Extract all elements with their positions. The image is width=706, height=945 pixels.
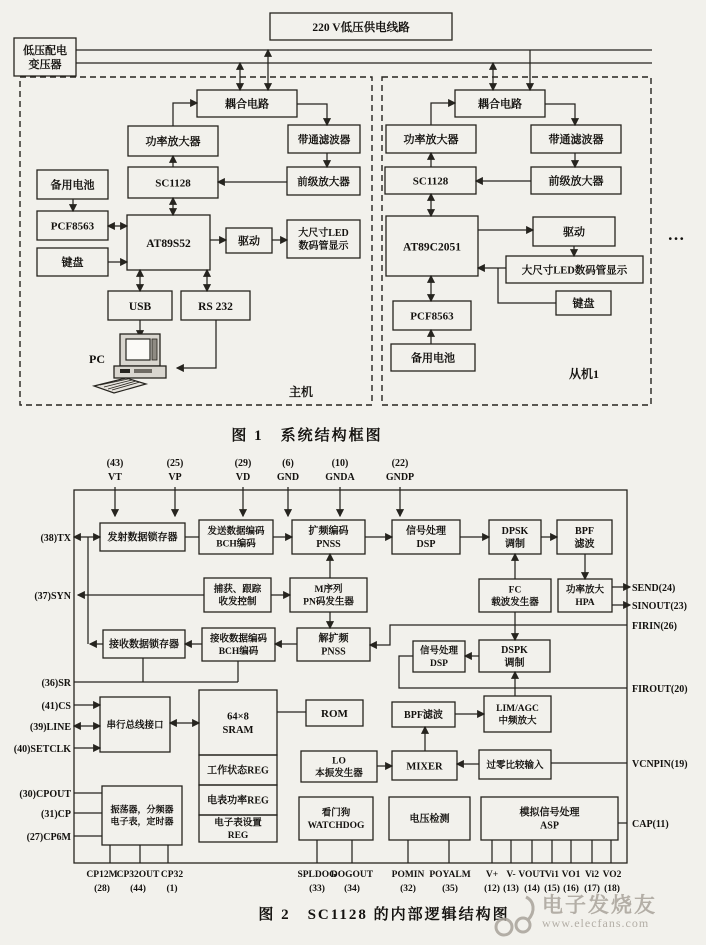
bpf-rx-box-label: BPF滤波 bbox=[404, 710, 443, 721]
pin-cs: (41)CS bbox=[41, 701, 71, 712]
meter-power-reg-box-label: 电表功率REG bbox=[207, 795, 269, 807]
sc1128-host-box-label: SC1128 bbox=[155, 177, 191, 190]
pin-firin: FIRIN(26) bbox=[632, 621, 677, 632]
oscillator-divider-box-label: 振荡器，分频器电子表，定时器 bbox=[110, 804, 174, 827]
power-line-box-label: 220 V低压供电线路 bbox=[312, 21, 410, 34]
dspk-mod-box-label: DSPK 调制 bbox=[501, 645, 528, 669]
battery-slave-box-label: 备用电池 bbox=[411, 352, 455, 365]
pin-cp32: CP32 bbox=[160, 870, 184, 880]
rx-latch-box-label: 接收数据锁存器 bbox=[109, 639, 179, 651]
figure1-system-diagram bbox=[14, 13, 685, 405]
pin-vout: VOUT bbox=[518, 870, 546, 880]
fc-carrier-box-label: FC 载波发生器 bbox=[491, 585, 539, 608]
at89c2051-box-label: AT89C2051 bbox=[403, 241, 461, 254]
power-amp-slave-box-label: 功率放大器 bbox=[403, 134, 459, 146]
led-host-box bbox=[287, 220, 360, 258]
pin-gnda-num: (10) bbox=[331, 458, 349, 469]
driver-slave-box-label: 驱动 bbox=[563, 226, 585, 239]
pin-vcnpin: VCNPIN(19) bbox=[632, 759, 688, 770]
usb-box-label: USB bbox=[128, 300, 152, 313]
coupling-to-bandpass-host bbox=[297, 104, 327, 125]
pin-poyalm-num: (35) bbox=[442, 884, 458, 894]
figure2-sc1128-diagram bbox=[14, 458, 688, 894]
pin-cp12m: CP12M bbox=[86, 870, 118, 880]
firin-path bbox=[370, 625, 627, 645]
driver-host-box-label: 驱动 bbox=[238, 235, 260, 248]
pc-label: PC bbox=[89, 352, 105, 366]
pin-vp-num: (25) bbox=[166, 458, 184, 469]
sc1128-slave-box-label: SC1128 bbox=[412, 175, 449, 188]
pin-gndp: GNDP bbox=[385, 472, 415, 483]
pcf8563-slave-box-label: PCF8563 bbox=[410, 310, 454, 323]
keyboard-host-box-label: 键盘 bbox=[61, 257, 84, 269]
clock-set-reg-box-label: 电子表设置 REG bbox=[214, 818, 262, 841]
status-reg-box-label: 工作状态REG bbox=[207, 765, 269, 777]
coupling-host-box-label: 耦合电路 bbox=[225, 98, 269, 111]
zero-cross-box-label: 过零比较输入 bbox=[486, 760, 544, 771]
bandpass-host-box-label: 带通滤波器 bbox=[297, 134, 351, 146]
pin-gndp-num: (22) bbox=[391, 458, 409, 469]
amp-to-coupling-slave bbox=[431, 103, 455, 125]
rs232-box-label: RS 232 bbox=[198, 300, 233, 313]
pin-spldog-num: (33) bbox=[309, 884, 325, 894]
amp-to-coupling-host bbox=[173, 103, 197, 126]
pin-vi2-num: (17) bbox=[584, 884, 600, 894]
pin-gnda: GNDA bbox=[325, 472, 355, 483]
tx-bch-box-label: 发送数据编码 BCH编码 bbox=[207, 527, 265, 550]
pin-vi2: Vi2 bbox=[585, 870, 599, 880]
hpa-box-label: 功率放大 HPA bbox=[565, 585, 605, 608]
pin-vplus: V+ bbox=[485, 870, 499, 880]
serial-bus-box-label: 串行总线接口 bbox=[106, 720, 164, 731]
oscillator-divider-box bbox=[102, 786, 182, 845]
sram-box bbox=[199, 690, 277, 755]
lim-agc-box bbox=[484, 696, 551, 732]
pin-cap: CAP(11) bbox=[632, 819, 669, 830]
pin-cp12m-num: (28) bbox=[94, 884, 110, 894]
watermark bbox=[542, 895, 702, 931]
asp-box bbox=[481, 797, 618, 840]
mixer-box-label: MIXER bbox=[406, 761, 443, 773]
pin-syn: (37)SYN bbox=[34, 591, 71, 602]
pin-sr: (36)SR bbox=[41, 678, 71, 689]
watchdog-box bbox=[299, 797, 373, 840]
pin-cp: (31)CP bbox=[41, 809, 71, 820]
preamp-host-box-label: 前级放大器 bbox=[297, 176, 350, 188]
power-amp-host-box-label: 功率放大器 bbox=[145, 136, 201, 148]
pin-tx: (38)TX bbox=[40, 533, 71, 544]
lo-osc-box-label: LO 本振发生器 bbox=[315, 756, 363, 779]
preamp-slave-box-label: 前级放大器 bbox=[548, 175, 604, 188]
slave-region-label: 从机1 bbox=[568, 367, 600, 381]
pin-firout: FIROUT(20) bbox=[632, 684, 688, 695]
watermark-url: www.elecfans.com bbox=[542, 916, 650, 930]
pin-vi1-num: (15) bbox=[544, 884, 560, 894]
pin-dogout: DOGOUT bbox=[330, 870, 374, 880]
pin-cp6m: (27)CP6M bbox=[26, 832, 71, 843]
voltage-detect-box-label: 电压检测 bbox=[409, 814, 450, 825]
pin-line: (39)LINE bbox=[29, 722, 71, 733]
rom-box-label: ROM bbox=[321, 708, 348, 720]
dsp-rx-box-label: 信号处理 DSP bbox=[419, 646, 459, 669]
pin-vplus-num: (12) bbox=[484, 884, 500, 894]
keyboard-slave-box-label: 键盘 bbox=[572, 298, 595, 310]
pin-vd-num: (29) bbox=[234, 458, 252, 469]
pin-vt-num: (43) bbox=[106, 458, 124, 469]
pin-sinout: SINOUT(23) bbox=[632, 601, 688, 612]
pin-cpout: (30)CPOUT bbox=[19, 789, 71, 800]
pin-vout-num: (14) bbox=[524, 884, 540, 894]
pin-dogout-num: (34) bbox=[344, 884, 360, 894]
pin-gnd-num: (6) bbox=[282, 458, 294, 469]
asp-box-label: 模拟信号处理 ASP bbox=[519, 807, 580, 832]
pin-vo1-num: (16) bbox=[563, 884, 579, 894]
pin-spldog: SPLDOG bbox=[297, 870, 337, 880]
rs232-to-pc bbox=[177, 320, 216, 368]
pcf8563-host-box-label: PCF8563 bbox=[50, 220, 95, 233]
pin-cp32-num: (1) bbox=[166, 884, 178, 894]
pin-vd: VD bbox=[235, 472, 251, 483]
pin-cp32out-num: (44) bbox=[130, 884, 146, 894]
tx-latch-box-label: 发射数据锁存器 bbox=[107, 532, 178, 544]
bpf-tx-box-label: BPF 滤波 bbox=[574, 526, 595, 550]
capture-track-box-label: 捕获、跟踪收发控制 bbox=[213, 585, 262, 608]
pin-vo1: VO1 bbox=[561, 870, 581, 880]
sram-box-label: 64×8 SRAM bbox=[222, 711, 254, 736]
rx-bch-box-label: 接收数据编码 BCH编码 bbox=[209, 634, 268, 657]
battery-host-box-label: 备用电池 bbox=[50, 179, 95, 192]
pin-setclk: (40)SETCLK bbox=[13, 744, 71, 755]
dsp-tx-box-label: 信号处理 DSP bbox=[406, 526, 446, 550]
watermark-brand: 电子发烧友 bbox=[542, 893, 657, 917]
pin-pomin: POMIN bbox=[391, 870, 425, 880]
spread-pnss-box-label: 扩频编码 PNSS bbox=[308, 526, 349, 550]
pin-vo2-num: (18) bbox=[604, 884, 620, 894]
coupling-to-bandpass-slave bbox=[545, 104, 575, 125]
pin-vi1: Vi1 bbox=[545, 870, 559, 880]
m-sequence-box-label: M序列 PN码发生器 bbox=[303, 585, 354, 608]
led-slave-box-label: 大尺寸LED数码管显示 bbox=[521, 265, 628, 277]
watchdog-box-label: 看门狗 WATCHDOG bbox=[307, 808, 365, 831]
pin-vminus: V- bbox=[506, 870, 516, 880]
pin-poyalm: POYALM bbox=[429, 870, 471, 880]
pin-pomin-num: (32) bbox=[400, 884, 416, 894]
dpsk-mod-box-label: DPSK 调制 bbox=[501, 526, 529, 550]
despread-pnss-box-label: 解扩频 PNSS bbox=[318, 633, 349, 658]
pin-vminus-num: (13) bbox=[503, 884, 519, 894]
pin-vt: VT bbox=[108, 472, 122, 483]
at89s52-box-label: AT89S52 bbox=[146, 237, 191, 250]
more-slaves-ellipsis: … bbox=[667, 225, 685, 244]
pin-vp: VP bbox=[168, 472, 182, 483]
transformer-box-label: 低压配电变压器 bbox=[23, 45, 67, 71]
led-host-box-label: 大尺寸LED 数码管显示 bbox=[298, 228, 349, 252]
pin-vo2: VO2 bbox=[602, 870, 622, 880]
figure2-caption: 图 2 SC1128 的内部逻辑结构图 bbox=[258, 907, 510, 923]
pin-cp32out: CP32OUT bbox=[116, 870, 160, 880]
coupling-slave-box-label: 耦合电路 bbox=[478, 98, 522, 111]
figure1-caption: 图 1 系统结构框图 bbox=[231, 428, 383, 444]
lim-agc-box-label: LIM/AGC 中频放大 bbox=[496, 704, 539, 727]
bandpass-slave-box-label: 带通滤波器 bbox=[548, 134, 604, 146]
pin-gnd: GND bbox=[276, 472, 300, 483]
elecfans-logo-icon bbox=[490, 889, 546, 945]
pin-send: SEND(24) bbox=[632, 583, 676, 594]
host-region-label: 主机 bbox=[288, 385, 314, 399]
